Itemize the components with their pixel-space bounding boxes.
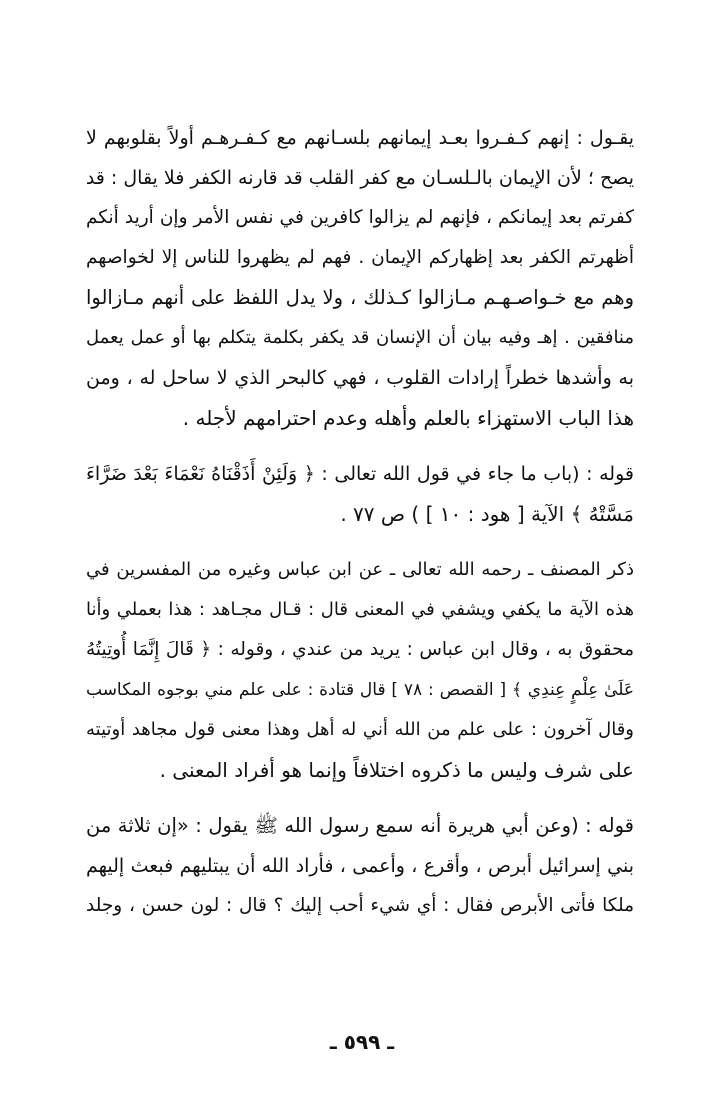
page-number: ـ ٥٩٩ ـ: [329, 1030, 395, 1054]
text-line: يقـول : إنهم كـفـروا بعـد إيمانهم بلسـانهم مع كـفـرهـم أولاً بقلوبهم لا: [86, 127, 634, 149]
text-line: ذكر المصنف ـ رحمه الله تعالى ـ عن ابن عباس وغيره من المفسرين في: [86, 559, 634, 580]
text-line: مَسَّتْهُ ﴾ الآية [ هود : ١٠ ] ) ص ٧٧ .: [340, 502, 634, 526]
paragraph-gap: [86, 790, 634, 806]
text-line: وقال آخرون : على علم من الله أني له أهل وهذا معنى قول مجاهد أوتيته: [86, 719, 634, 740]
paragraph-4: [86, 806, 634, 926]
text-line: منافقين . إهـ وفيه بيان أن الإنسان قد يكفر بكلمة يتكلم بها أو عمل يعمل: [86, 327, 634, 348]
paragraph-1: [86, 118, 634, 438]
paragraph-gap: [86, 438, 634, 454]
text-line: وهم مع خـواصـهـم مـازالوا كـذلك ، ولا يدل اللفظ على أنهم مـازالوا: [86, 286, 634, 309]
text-line: كفرتم بعد إيمانكم ، فإنهم لم يزالوا كافرين في نفس الأمر وإن أريد أنكم: [86, 207, 634, 228]
text-line: به وأشدها خطراً إرادات القلوب ، فهي كالبحر الذي لا ساحل له ، ومن: [86, 367, 634, 389]
text-line: هذا الباب الاستهزاء بالعلم وأهله وعدم احترامهم لأجله .: [182, 406, 634, 430]
paragraph-2: [86, 454, 634, 534]
paragraph-3: [86, 550, 634, 790]
text-line: على شرف وليس ما ذكروه اختلافاً وإنما هو أفراد المعنى .: [159, 758, 634, 782]
text-line: عَلَىٰ عِلْمٍ عِندِي ﴾ [ القصص : ٧٨ ] قال قتادة : على علم مني بوجوه المكاسب: [86, 680, 634, 700]
text-line: يصح ؛ لأن الإيمان بالـلسـان مع كفر القلب قد قارنه الكفر فلا يقال : قد: [86, 167, 634, 189]
text-line: ملكا فأتى الأبرص فقال : أي شيء أحب إليك ؟ قال : لون حسن ، وجلد: [86, 895, 634, 916]
page-body: [86, 118, 634, 926]
text-line: محقوق به ، وقال ابن عباس : يريد من عندي ، وقوله : ﴿ قَالَ إِنَّمَا أُوتِيتُهُ: [86, 639, 634, 660]
text-line: قوله : (وعن أبي هريرة أنه سمع رسول الله ﷺ يقول : «إن ثلاثة من: [86, 814, 634, 837]
text-line: بني إسرائيل أبرص ، وأقرع ، وأعمى ، فأراد الله أن يبتليهم فبعث إليهم: [86, 855, 634, 877]
text-line: هذه الآية ما يكفي ويشفي في المعنى قال : قـال مجـاهد : هذا بعملي وأنا: [86, 599, 634, 620]
text-line: قوله : (باب ما جاء في قول الله تعالى : ﴿ وَلَئِنْ أَذَقْنَاهُ نَعْمَاءَ بَعْدَ ضَرَّاءَ: [86, 463, 634, 485]
text-line: أظهرتم الكفر بعد إظهاركم الإيمان . فهم لم يظهروا للناس إلا لخواصهم: [86, 247, 634, 268]
paragraph-gap: [86, 534, 634, 550]
